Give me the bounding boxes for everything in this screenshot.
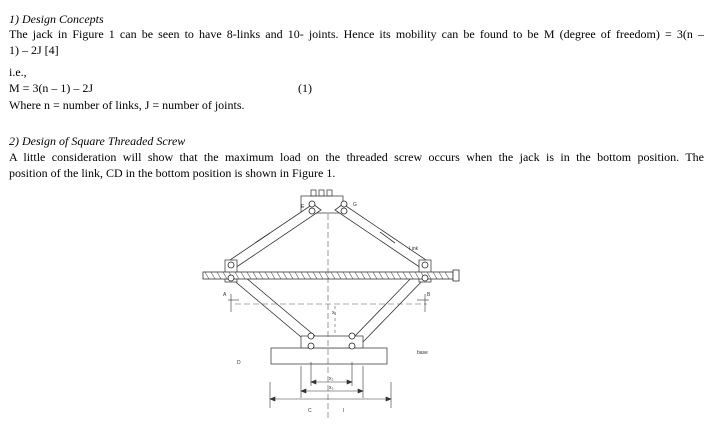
label-base: base <box>417 350 428 356</box>
jack-mechanism-figure <box>195 186 470 421</box>
section1-heading: 1) Design Concepts <box>9 12 104 26</box>
label-c: C <box>308 408 312 414</box>
lower-left-link <box>231 272 315 342</box>
upper-left-link <box>227 204 321 268</box>
label-x2: x₂ <box>329 376 334 382</box>
mobility-equation: M = 3(n – 1) – 2J <box>9 81 94 95</box>
label-link: Link <box>409 246 419 252</box>
threaded-screw <box>203 270 459 281</box>
label-g: G <box>353 202 357 208</box>
section2-paragraph-line1: A little consideration will show that the maximum load on the threaded screw occurs when the jack is in the bottom position. The <box>9 150 704 164</box>
equation-line <box>9 81 93 95</box>
section1-paragraph-line2: 1) – 2J [4] <box>9 43 59 57</box>
label-b: B <box>427 292 431 298</box>
section2-heading: 2) Design of Square Threaded Screw <box>9 134 186 148</box>
equation-number: (1) <box>298 81 312 95</box>
where-text: Where n = number of links, J = number of joints. <box>9 98 245 112</box>
lower-right-link <box>355 272 425 342</box>
label-d: D <box>237 360 241 366</box>
jack-base <box>271 336 387 364</box>
label-x1: x₁ <box>332 310 337 316</box>
label-i: I <box>343 408 345 414</box>
section1-paragraph-line1: The jack in Figure 1 can be seen to have 8-links and 10- joints. Hence its mobility can be found to be M (degree of freedom) = 3(n – <box>9 27 704 41</box>
label-x3: x₃ <box>329 385 334 391</box>
ie-text: i.e., <box>9 65 27 79</box>
upper-right-link <box>335 204 429 268</box>
label-a: A <box>223 292 227 298</box>
label-e: E <box>301 204 305 210</box>
section2-paragraph-line2: position of the link, CD in the bottom position is shown in Figure 1. <box>9 166 336 180</box>
